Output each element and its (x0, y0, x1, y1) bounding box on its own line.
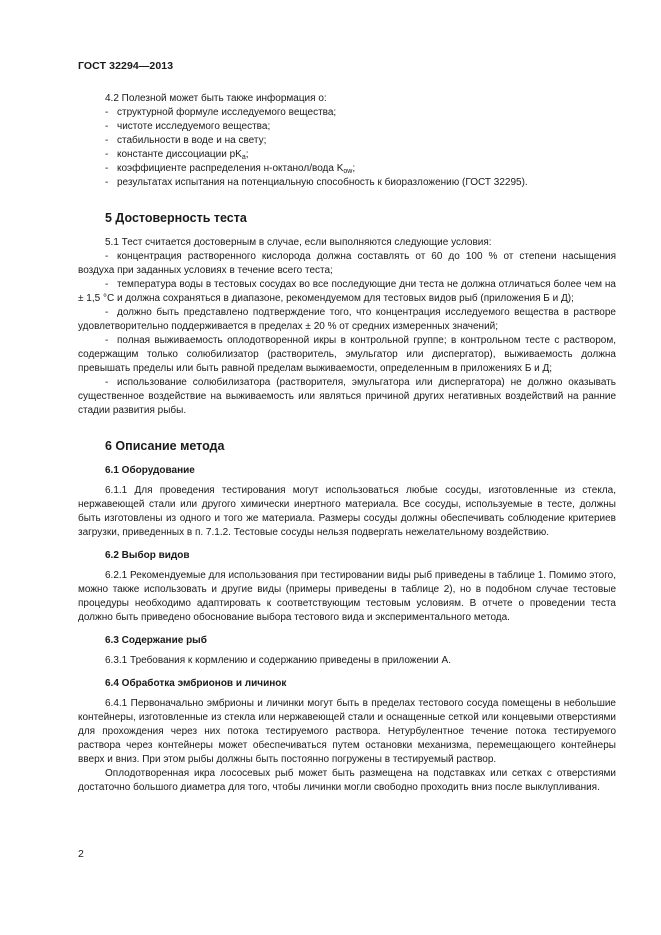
list-dash: - (105, 307, 109, 318)
list-item: - использование солюбилизатора (растворителя, эмульгатора или диспергатора) не должно оказывать существенное воздействие на выживаемость или являться причиной других негативных воздействий на ранние стадии развития рыбы. (78, 377, 616, 416)
section-6-title: 6 Описание метода (105, 439, 225, 453)
list-item: - константе диссоциации $pK_a$; (105, 149, 249, 161)
list-dash: - (105, 279, 109, 290)
list-item: - структурной формуле исследуемого вещества; (105, 107, 337, 118)
paragraph-6-4-1: 6.4.1 Первоначально эмбрионы и личинки могут быть в пределах тестового сосуда помещены в небольшие контейнеры, изготовленные из стекла или нержавеющей стали и оснащенные сеткой или концевыми отверстиями для прохождения через них потока тестируемого раствора. Нетурбулентное течение потока тестируемого раствора через контейнеры может обеспечиваться путем остановки механизма, перемещающего контейнеры вверх и вниз. При этом рыбы должны быть постоянно погружены в тестируемый раствор. (78, 698, 616, 765)
subsection-6-2-title: 6.2 Выбор видов (105, 550, 190, 561)
paragraph-6-1-1: 6.1.1 Для проведения тестирования могут использоваться любые сосуды, изготовленные из стекла, нержавеющей стали или другого химически инертного материала. Все сосуды, используемые в тесте, должны быть изготовлены из одного и того же материала. Размеры сосуды должны обеспечивать соблюдение критериев загрузки, приведенных в п. 7.1.2. Тестовые сосуды нельзя подвергать нежелательному воздействию. (78, 485, 616, 538)
list-dash: - (105, 177, 109, 188)
list-item: - коэффициенте распределения н-октанол/вода $K_{ow}$; (105, 163, 356, 175)
list-item: - температура воды в тестовых сосудах во все последующие дни теста не должна отличаться более чем на ± 1,5 °C и должна сохраняться в диапазоне, рекомендуемом для тестовых видов рыб (приложения Б и Д); (78, 279, 616, 304)
list-item: - должно быть представлено подтверждение того, что концентрация исследуемого вещества в растворе удовлетворительно поддерживается в пределах ± 20 % от средних измеренных значений; (78, 307, 616, 332)
list-dash: - (105, 149, 109, 160)
list-dash: - (105, 251, 109, 262)
page-number: 2 (78, 848, 84, 860)
list-item: - результатах испытания на потенциальную способность к биоразложению (ГОСТ 32295). (105, 177, 528, 188)
paragraph-5-1-intro: 5.1 Тест считается достоверным в случае, если выполняются следующие условия: (105, 237, 492, 248)
document-code-header: ГОСТ 32294—2013 (78, 60, 174, 72)
list-dash: - (105, 135, 109, 146)
section-5-title: 5 Достоверность теста (105, 211, 247, 225)
paragraph-4-2-intro: 4.2 Полезной может быть также информация о: (105, 93, 327, 104)
document-body (78, 92, 616, 795)
paragraph-6-3-1: 6.3.1 Требования к кормлению и содержанию приведены в приложении А. (105, 655, 451, 666)
paragraph-6-2-1: 6.2.1 Рекомендуемые для использования при тестировании виды рыб приведены в таблице 1. Помимо этого, можно также использовать и другие виды (примеры приведены в таблице 2), но в подобном случае тестовые процедуры необходимо адаптировать к соответствующим тестовым условиям. В отчете о проведении теста должно быть приведено обоснование выбора тестового вида и экспериментального метода. (78, 570, 616, 623)
list-item: - чистоте исследуемого вещества; (105, 121, 271, 132)
list-dash: - (105, 377, 109, 388)
list-item: - концентрация растворенного кислорода должна составлять от 60 до 100 % от степени насыщения воздуха при заданных условиях в течение всего теста; (78, 251, 616, 276)
subsection-6-4-title: 6.4 Обработка эмбрионов и личинок (105, 678, 287, 689)
subsection-6-3-title: 6.3 Содержание рыб (105, 635, 207, 646)
list-dash: - (105, 107, 109, 118)
list-item: - стабильности в воде и на свету; (105, 135, 267, 146)
paragraph-6-4-1-cont: Оплодотворенная икра лососевых рыб может быть размещена на подставках или сетках с отверстиями достаточно большого диаметра для того, чтобы личинки могли свободно проходить вниз после выклупливания. (78, 768, 616, 793)
list-dash: - (105, 335, 109, 346)
subsection-6-1-title: 6.1 Оборудование (105, 465, 195, 476)
list-dash: - (105, 121, 109, 132)
list-dash: - (105, 163, 109, 174)
list-item: - полная выживаемость оплодотворенной икры в контрольной группе; в контрольном тесте с раствором, содержащим только солюбилизатор (растворитель, эмульгатор или диспергатор), выживаемость должна превышать пределы или быть равной пределам выживаемости, определенным в приложениях Б и Д; (78, 335, 616, 374)
